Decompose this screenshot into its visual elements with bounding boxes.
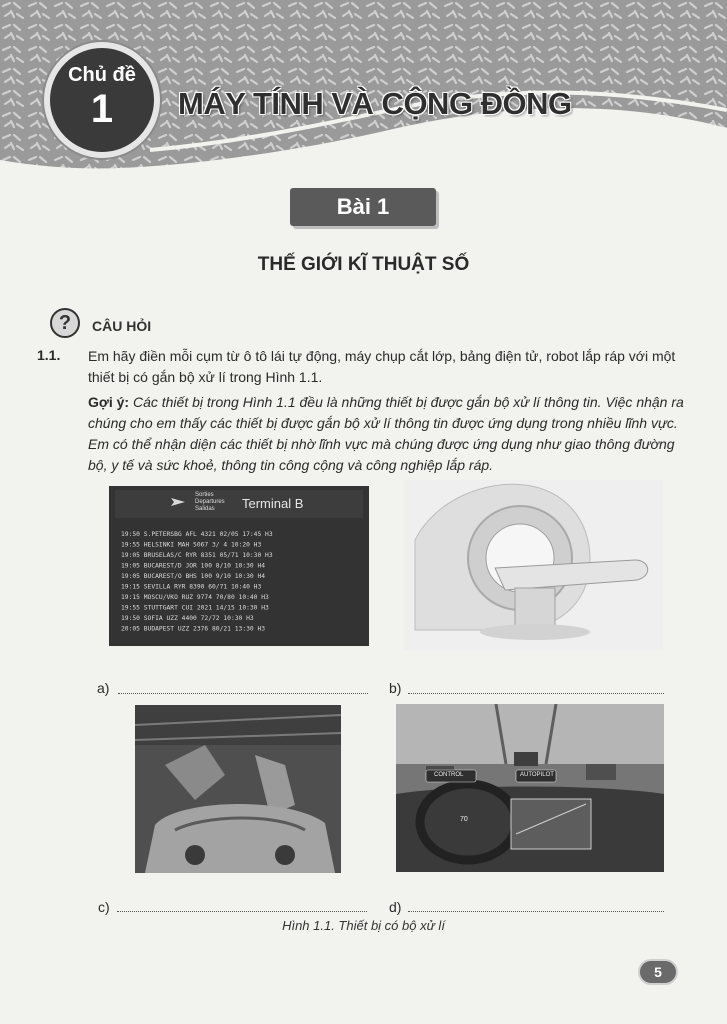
- ct-scanner-photo: [405, 480, 663, 650]
- answer-line-d[interactable]: [408, 911, 664, 912]
- departure-board-photo: [109, 486, 369, 646]
- board-row: 20:05 BUDAPEST UZZ 2376 80/21 13:30 H3: [121, 625, 266, 633]
- answer-line-b[interactable]: [408, 693, 664, 694]
- assembly-robot-drawing: [135, 705, 341, 873]
- hint-label: Gợi ý:: [88, 394, 130, 410]
- answer-line-a[interactable]: [118, 693, 368, 694]
- board-header-1: Sorties: [195, 492, 214, 498]
- board-row: 19:15 SEVILLA RYR 8390 60/71 10:40 H3: [121, 583, 262, 591]
- board-row: 19:05 BRUSELAS/C RYR 8351 05/71 10:30 H3: [121, 552, 273, 559]
- question-number: 1.1.: [37, 347, 61, 363]
- board-header-3: Salidas: [195, 506, 215, 512]
- car-control-label: CONTROL: [434, 772, 464, 778]
- answer-label-c: c): [98, 899, 110, 915]
- board-header-2: Departures: [195, 499, 225, 505]
- board-row: 19:50 S.PETERSBG AFL 4321 02/05 17:45 H3: [121, 531, 273, 538]
- board-row: 19:15 MOSCU/VKO RUZ 9774 70/80 10:40 H3: [121, 594, 269, 601]
- car-autopilot-label: AUTOPILOT: [520, 772, 554, 778]
- lesson-badge: Bài 1: [290, 188, 436, 226]
- assembly-robot-photo: [135, 705, 341, 873]
- page-number: 5: [638, 959, 678, 985]
- question-icon: ?: [50, 308, 80, 338]
- question-text: Em hãy điền mỗi cụm từ ô tô lái tự động, máy chụp cắt lớp, bảng điện tử, robot lắp ráp với một thiết bị có gắn bộ xử lí trong Hình 1.1.: [88, 348, 676, 385]
- topic-circle: [44, 42, 160, 158]
- answer-label-a: a): [97, 680, 110, 696]
- section-heading: CÂU HỎI: [92, 318, 152, 334]
- hint-text: Các thiết bị trong Hình 1.1 đều là những thiết bị được gắn bộ xử lí thông tin. Việc nhận ra chúng cho em thấy các thiết bị được gắn bộ xử lí thông tin được ứng dụng trong nhiều lĩnh vực. Em có thể nhận diện các thiết bị nhờ lĩnh vực mà chúng được ứng dụng như giao thông đường bộ, y tế và sức khoẻ, thông tin công cộng và công nghiệp lắp ráp.: [88, 394, 684, 473]
- answer-label-b: b): [389, 680, 402, 696]
- ct-scanner-drawing: [405, 480, 663, 650]
- topic-number: 1: [90, 87, 114, 131]
- board-row: 19:55 STUTTGART CUI 2021 14/15 10:30 H3: [121, 604, 269, 612]
- answer-line-c[interactable]: [117, 911, 367, 912]
- topic-label: Chủ đề: [68, 64, 136, 86]
- car-speed-readout: 70: [460, 816, 468, 823]
- board-row: 19:50 SOFIA UZZ 4400 72/72 10:30 H3: [121, 615, 254, 622]
- board-terminal: Terminal B: [242, 496, 304, 511]
- figure-caption: Hình 1.1. Thiết bị có bộ xử lí: [282, 918, 445, 933]
- answer-label-d: d): [389, 899, 402, 915]
- hint-paragraph: [88, 392, 684, 476]
- board-row: 19:55 HELSINKI MAH 5067 3/ 4 10:20 H3: [121, 541, 262, 549]
- departure-board-drawing: [109, 486, 369, 646]
- lesson-title: THẾ GIỚI KĨ THUẬT SỐ: [257, 254, 470, 275]
- chapter-title: MÁY TÍNH VÀ CỘNG ĐỒNG: [178, 86, 572, 121]
- self-driving-car-photo: [396, 704, 664, 872]
- self-driving-car-drawing: [396, 704, 664, 872]
- chapter-banner: [0, 0, 727, 175]
- board-row: 19:05 BUCAREST/D JOR 100 8/10 10:30 H4: [121, 562, 266, 570]
- board-row: 19:05 BUCAREST/O BHS 100 9/10 10:30 H4: [121, 573, 266, 580]
